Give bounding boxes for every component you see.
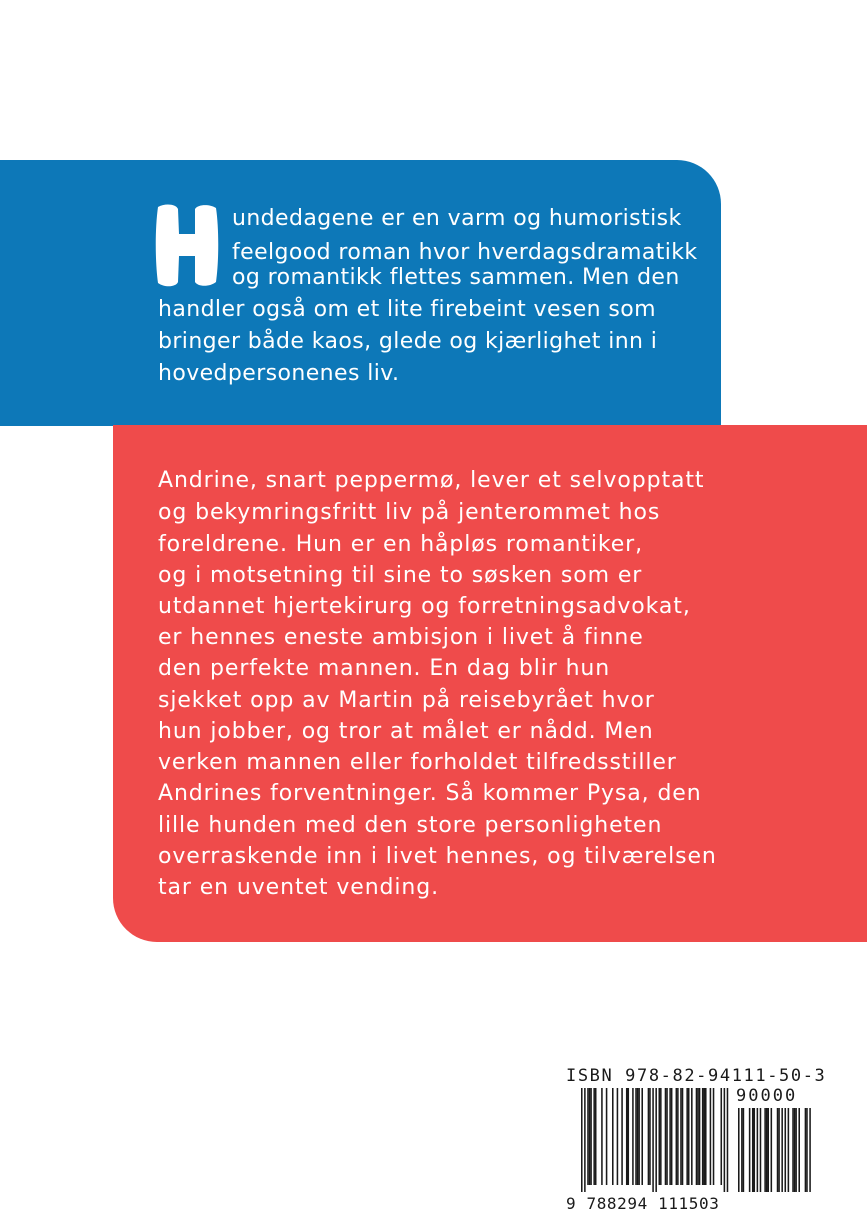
barcode-bar <box>641 1088 643 1185</box>
synopsis-line: og i motsetning til sine to søsken som er <box>158 563 643 588</box>
barcode-bar <box>703 1088 705 1185</box>
addon-bar <box>806 1108 808 1192</box>
barcode-bar <box>710 1088 712 1185</box>
svg-text:H: H <box>186 263 188 264</box>
barcode-bar <box>590 1088 592 1185</box>
barcode-bar <box>660 1088 662 1185</box>
intro-line: handler også om et lite firebeint vesen som <box>158 297 656 322</box>
synopsis-line: lille hunden med den store personligheten <box>158 813 663 838</box>
barcode-bar <box>601 1088 603 1185</box>
synopsis-line: hun jobber, og tror at målet er nådd. Men <box>158 719 654 744</box>
addon-bar <box>788 1108 790 1192</box>
intro-line: bringer både kaos, glede og kjærlighet inn i <box>158 329 658 354</box>
barcode-bar <box>688 1088 690 1185</box>
synopsis-line: tar en uventet vending. <box>158 875 440 900</box>
barcode-bar <box>648 1088 650 1185</box>
synopsis-line: verken mannen eller forholdet tilfredsstiller <box>158 750 677 775</box>
addon-bar <box>792 1108 794 1192</box>
synopsis-line: overraskende inn i livet hennes, og tilværelsen <box>158 844 717 869</box>
synopsis-line: foreldrene. Hun er en håpløs romantiker, <box>158 532 643 557</box>
addon-bar <box>766 1108 768 1192</box>
addon-bar <box>809 1108 811 1192</box>
barcode-bar <box>677 1088 679 1185</box>
barcode-bar <box>655 1088 657 1192</box>
barcode-bar <box>628 1088 630 1185</box>
barcode-bar <box>593 1088 595 1185</box>
addon-bar <box>760 1108 762 1192</box>
barcode-bar <box>626 1088 628 1185</box>
addon-bar <box>738 1108 740 1192</box>
barcode-bar <box>659 1088 661 1185</box>
isbn-label: ISBN 978-82-94111-50-3 <box>566 1066 827 1086</box>
addon-bar <box>752 1108 754 1192</box>
addon-bar <box>754 1108 756 1192</box>
intro-line: undedagene er en varm og humoristisk <box>232 206 682 231</box>
synopsis-line: den perfekte mannen. En dag blir hun <box>158 656 611 681</box>
barcode-bar <box>721 1088 723 1185</box>
barcode-bar <box>713 1088 715 1185</box>
synopsis-line: utdannet hjertekirurg og forretningsadvokat, <box>158 594 691 619</box>
barcode-bar <box>699 1088 701 1185</box>
barcode-bar <box>637 1088 639 1185</box>
barcode-bar <box>691 1088 693 1185</box>
addon-bar <box>749 1108 751 1192</box>
barcode-bar <box>669 1088 671 1185</box>
addon-bar <box>795 1108 797 1192</box>
barcode-bar <box>617 1088 619 1185</box>
addon-bar <box>778 1108 780 1192</box>
ean-digits: 9 788294 111503 <box>566 1194 720 1213</box>
addon-bar <box>757 1108 759 1192</box>
barcode-addon-digits: 90000 <box>736 1086 798 1106</box>
barcode-bar <box>584 1088 586 1192</box>
barcode-bar <box>638 1088 640 1185</box>
intro-line: feelgood roman hvor hverdagsdramatikk <box>232 240 698 265</box>
addon-bar <box>743 1108 745 1192</box>
barcode-bar <box>666 1088 668 1185</box>
barcode-bar <box>587 1088 589 1185</box>
addon-bar <box>741 1108 743 1192</box>
barcode-bar <box>697 1088 699 1185</box>
barcode-bar <box>682 1088 684 1185</box>
intro-line: og romantikk flettes sammen. Men den <box>232 265 680 290</box>
addon-bar <box>767 1108 769 1192</box>
barcode-bar <box>595 1088 597 1185</box>
addon-bar <box>781 1108 783 1192</box>
addon-bar <box>771 1108 773 1192</box>
barcode-bar <box>727 1088 729 1192</box>
addon-bar <box>794 1108 796 1192</box>
barcode-bar <box>621 1088 623 1185</box>
barcode-bar <box>635 1088 637 1185</box>
barcode-bar <box>705 1088 707 1185</box>
barcode-bar <box>665 1088 667 1185</box>
addon-bar <box>785 1108 787 1192</box>
barcode-bar <box>676 1088 678 1185</box>
synopsis-line: er hennes eneste ambisjon i livet å finne <box>158 625 644 650</box>
addon-bars <box>738 1108 811 1192</box>
barcode-bar <box>649 1088 651 1185</box>
addon-bar <box>805 1108 807 1192</box>
barcode-bar <box>696 1088 698 1185</box>
barcode-bar <box>702 1088 704 1185</box>
barcode-bar <box>632 1088 634 1185</box>
barcode-bar <box>652 1088 654 1192</box>
synopsis-line: sjekket opp av Martin på reisebyrået hvor <box>158 688 655 713</box>
synopsis-line: og bekymringsfritt liv på jenterommet hos <box>158 500 661 525</box>
barcode-bar <box>724 1088 726 1192</box>
barcode-bar <box>612 1088 614 1185</box>
synopsis-line: Andrine, snart peppermø, lever et selvopptatt <box>158 468 705 493</box>
addon-bar <box>764 1108 766 1192</box>
barcode-bar <box>671 1088 673 1185</box>
barcode-bar <box>589 1088 591 1185</box>
ean-bars <box>581 1088 728 1192</box>
barcode-bar <box>581 1088 583 1192</box>
addon-bar <box>798 1108 800 1192</box>
addon-bar <box>777 1108 779 1192</box>
intro-line: hovedpersonenes liv. <box>158 361 400 386</box>
synopsis-line: Andrines forventninger. Så kommer Pysa, den <box>158 781 702 806</box>
barcode-bar <box>686 1088 688 1185</box>
barcode-bar <box>606 1088 608 1185</box>
barcode-bar <box>680 1088 682 1185</box>
